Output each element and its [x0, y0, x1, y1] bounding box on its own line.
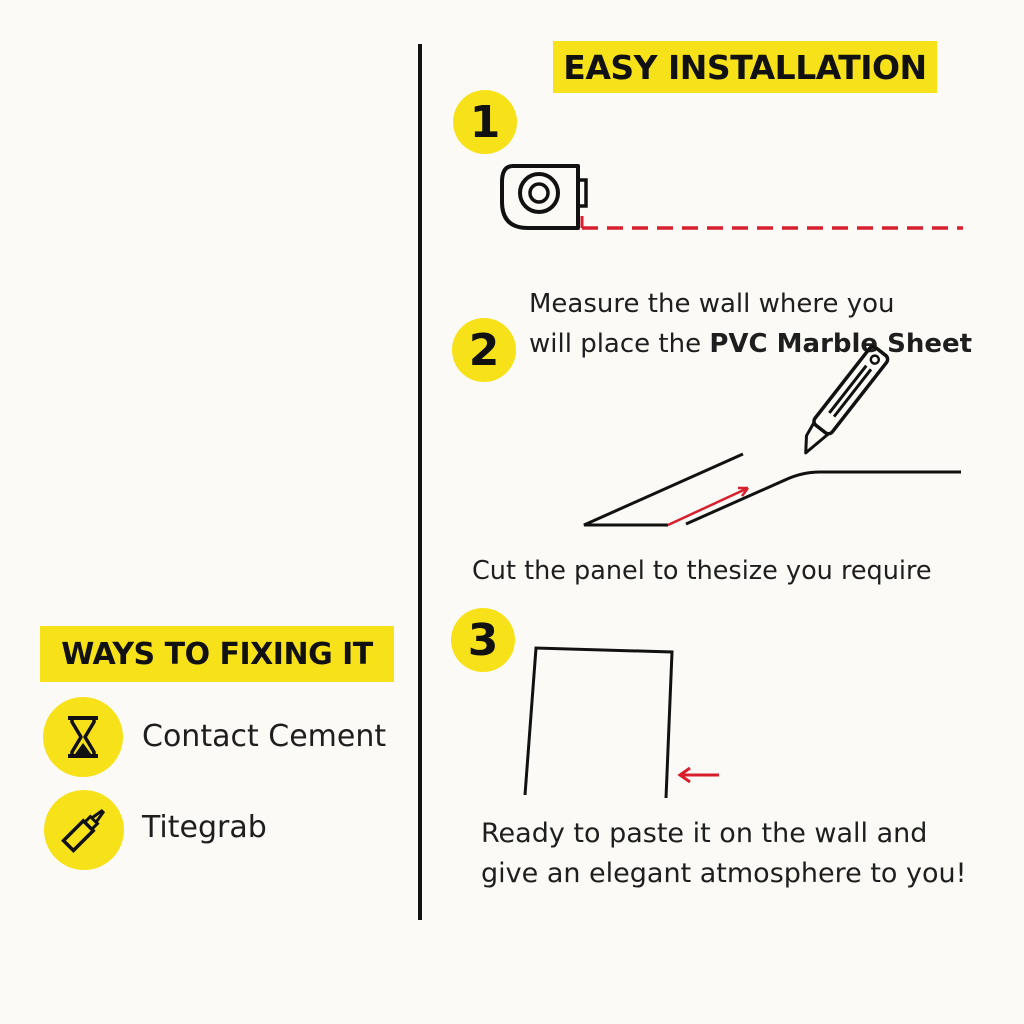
vertical-divider [418, 44, 422, 920]
utility-knife-icon [580, 388, 965, 533]
paste-caption-line-2: give an elegant atmosphere to you! [481, 858, 967, 889]
pvc-marble-sheet-label: PVC Marble Sheet [709, 329, 973, 359]
titegrab-label: Titegrab [142, 810, 267, 845]
step-1-number: 1 [469, 96, 501, 148]
step-2-badge [452, 318, 516, 382]
tape-measure-icon [498, 160, 968, 240]
paste-caption [481, 814, 966, 894]
contact-cement-badge [43, 697, 123, 777]
ways-to-fixing-banner [40, 626, 394, 682]
cut-caption: Cut the panel to thesize you require [472, 556, 932, 586]
step-2-number: 2 [468, 324, 500, 376]
step-3-badge [451, 608, 515, 672]
caulk-tube-icon [56, 802, 112, 858]
step-3-number: 3 [467, 614, 499, 666]
titegrab-badge [44, 790, 124, 870]
ways-to-fixing-title: WAYS TO FIXING IT [61, 636, 373, 672]
paste-caption-line-1: Ready to paste it on the wall and [481, 818, 928, 849]
measure-caption [529, 284, 972, 364]
easy-installation-banner [553, 41, 937, 93]
panel-outline-icon [520, 640, 730, 805]
step-1-badge [453, 90, 517, 154]
measure-caption-text: will place the [529, 329, 710, 359]
contact-cement-label: Contact Cement [142, 719, 387, 754]
easy-installation-title: EASY INSTALLATION [563, 47, 927, 87]
measure-caption-line-2 [529, 324, 972, 364]
measure-caption-line-1: Measure the wall where you [529, 289, 895, 319]
hourglass-icon [60, 714, 106, 760]
